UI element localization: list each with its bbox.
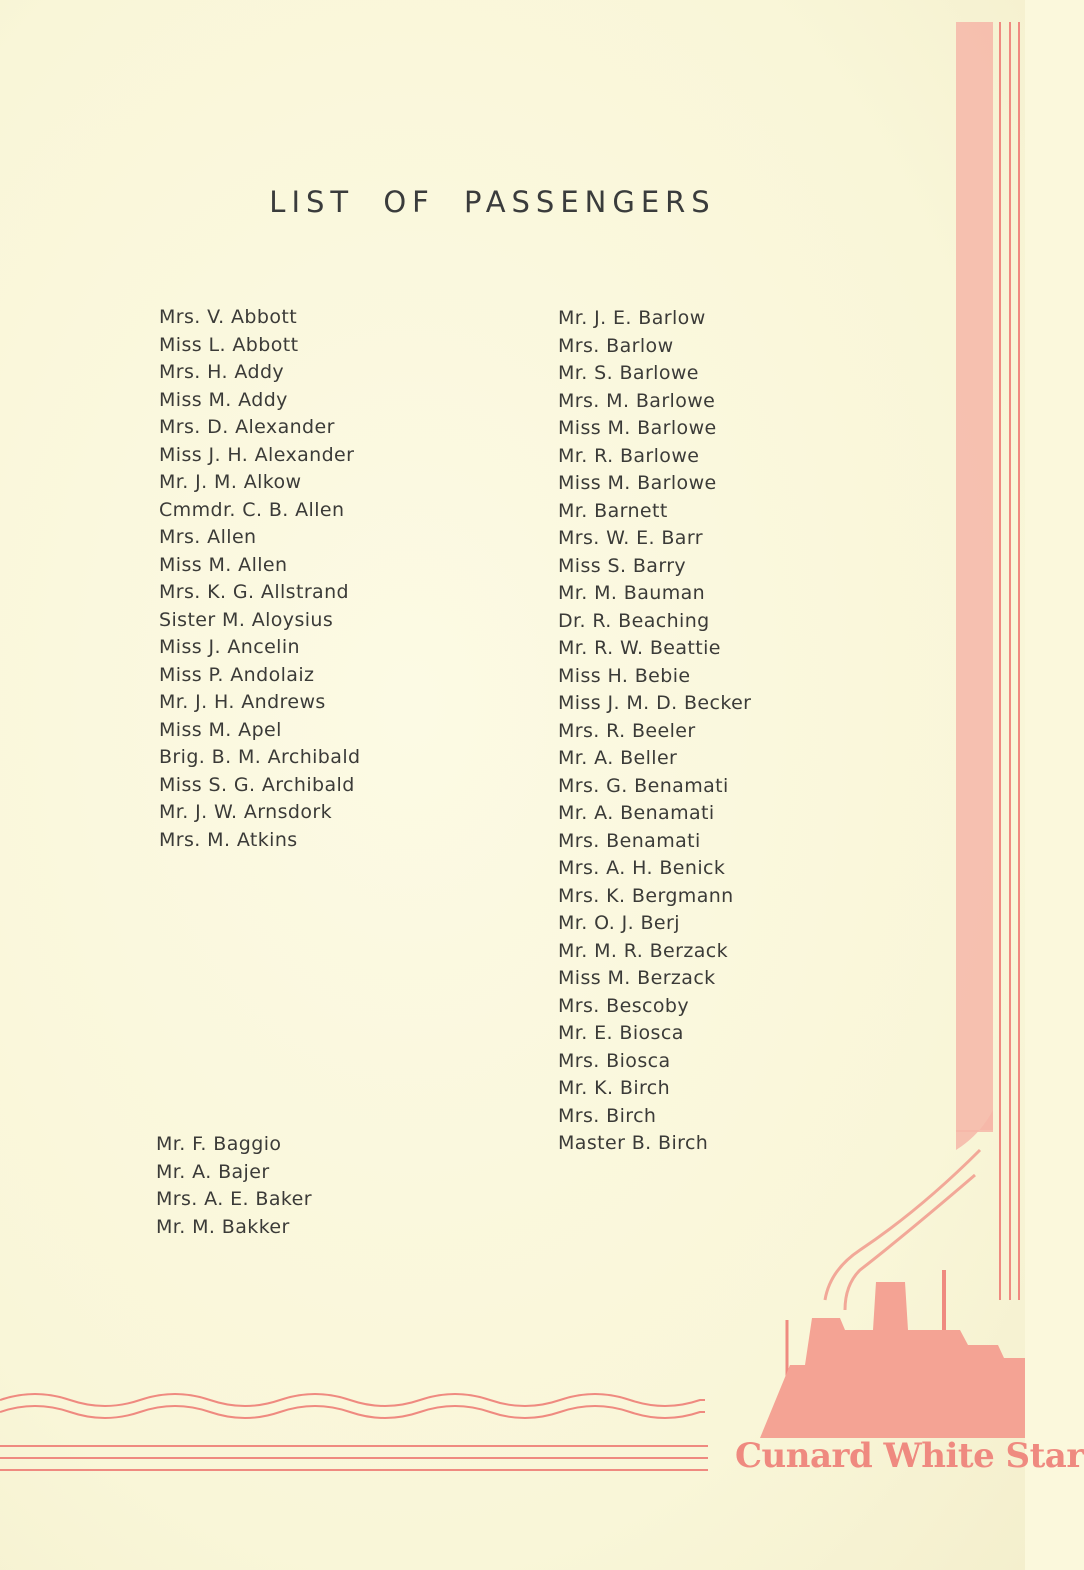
passenger-name: Brig. B. M. Archibald	[159, 746, 361, 768]
passenger-name: Miss L. Abbott	[159, 333, 299, 356]
page-title: LIST OF PASSENGERS	[269, 185, 716, 219]
passenger-name: Miss M. Addy	[159, 388, 288, 411]
ship-hull	[760, 1282, 1025, 1438]
passenger-name: Mrs. A. H. Benick	[558, 857, 726, 879]
wave-1	[0, 1394, 705, 1406]
passenger-name: Mr. J. H. Andrews	[159, 691, 326, 713]
passenger-name: Mrs. K. G. Allstrand	[159, 581, 349, 603]
passenger-name: Mr. M. R. Berzack	[558, 939, 729, 962]
passenger-name: Mrs. Benamati	[558, 829, 701, 852]
passenger-name: Mr. A. Bajer	[156, 1160, 270, 1183]
passenger-name: Mrs. A. E. Baker	[156, 1188, 312, 1210]
passenger-name: Miss H. Bebie	[558, 664, 691, 687]
passenger-name: Mrs. Allen	[159, 526, 257, 548]
passenger-name: Mr. R. Barlowe	[558, 444, 700, 467]
passenger-name: Mr. O. J. Berj	[558, 912, 680, 934]
passenger-list-left-a	[159, 304, 360, 854]
passenger-name: Miss J. M. D. Becker	[558, 692, 752, 714]
passenger-name: Miss M. Apel	[159, 718, 282, 741]
passenger-name: Miss M. Allen	[159, 553, 288, 576]
passenger-name: Cmmdr. C. B. Allen	[159, 498, 345, 521]
passenger-name: Mrs. R. Beeler	[558, 719, 696, 742]
passenger-name: Mrs. Barlow	[558, 334, 674, 357]
passenger-name: Mr. K. Birch	[558, 1077, 671, 1099]
passenger-name: Mr. Barnett	[558, 499, 668, 522]
passenger-name: Mr. A. Beller	[558, 747, 678, 769]
passenger-name: Miss S. G. Archibald	[159, 773, 355, 796]
passenger-name: Mrs. W. E. Barr	[558, 527, 703, 549]
passenger-name: Mrs. Biosca	[558, 1049, 671, 1072]
passenger-name: Mrs. D. Alexander	[159, 416, 335, 438]
passenger-name: Miss P. Andolaiz	[159, 663, 315, 686]
passenger-name: Master B. Birch	[558, 1132, 709, 1154]
passenger-name: Mrs. Birch	[558, 1104, 657, 1127]
passenger-name: Miss J. H. Alexander	[159, 443, 355, 466]
passenger-name: Mr. J. E. Barlow	[558, 307, 706, 329]
passenger-list-left-b	[156, 1131, 312, 1241]
passenger-name: Mr. S. Barlowe	[558, 362, 699, 384]
passenger-name: Mr. F. Baggio	[156, 1133, 282, 1155]
passenger-name: Mrs. K. Bergmann	[558, 884, 734, 907]
smoke-1	[825, 1150, 980, 1300]
passenger-name: Mr. M. Bakker	[156, 1215, 290, 1238]
passenger-name: Miss J. Ancelin	[159, 636, 300, 658]
passenger-name: Mr. M. Bauman	[558, 582, 706, 604]
passenger-name: Mrs. M. Atkins	[159, 828, 298, 851]
passenger-name: Mr. J. W. Arnsdork	[159, 801, 333, 823]
passenger-name: Miss S. Barry	[558, 554, 687, 577]
passenger-name: Mrs. G. Benamati	[558, 774, 729, 797]
wave-2	[0, 1406, 705, 1418]
passenger-name: Mr. J. M. Alkow	[159, 471, 302, 493]
passenger-name: Dr. R. Beaching	[558, 609, 710, 632]
passenger-name: Miss M. Berzack	[558, 967, 716, 989]
passenger-name: Miss M. Barlowe	[558, 472, 717, 494]
passenger-name: Miss M. Barlowe	[558, 417, 717, 439]
passenger-name: Mr. R. W. Beattie	[558, 637, 721, 659]
passenger-list-right	[558, 305, 751, 1158]
passenger-name: Mr. E. Biosca	[558, 1022, 684, 1044]
passenger-name: Mrs. H. Addy	[159, 361, 285, 383]
passenger-name: Mrs. M. Barlowe	[558, 389, 716, 412]
smoke-2	[845, 1175, 975, 1310]
passenger-name: Mrs. V. Abbott	[159, 306, 298, 328]
passenger-name: Mrs. Bescoby	[558, 994, 689, 1017]
passenger-name: Sister M. Aloysius	[159, 608, 334, 631]
passenger-name: Mr. A. Benamati	[558, 802, 715, 824]
brand-logo-text: Cunard White Star	[735, 1436, 1084, 1476]
